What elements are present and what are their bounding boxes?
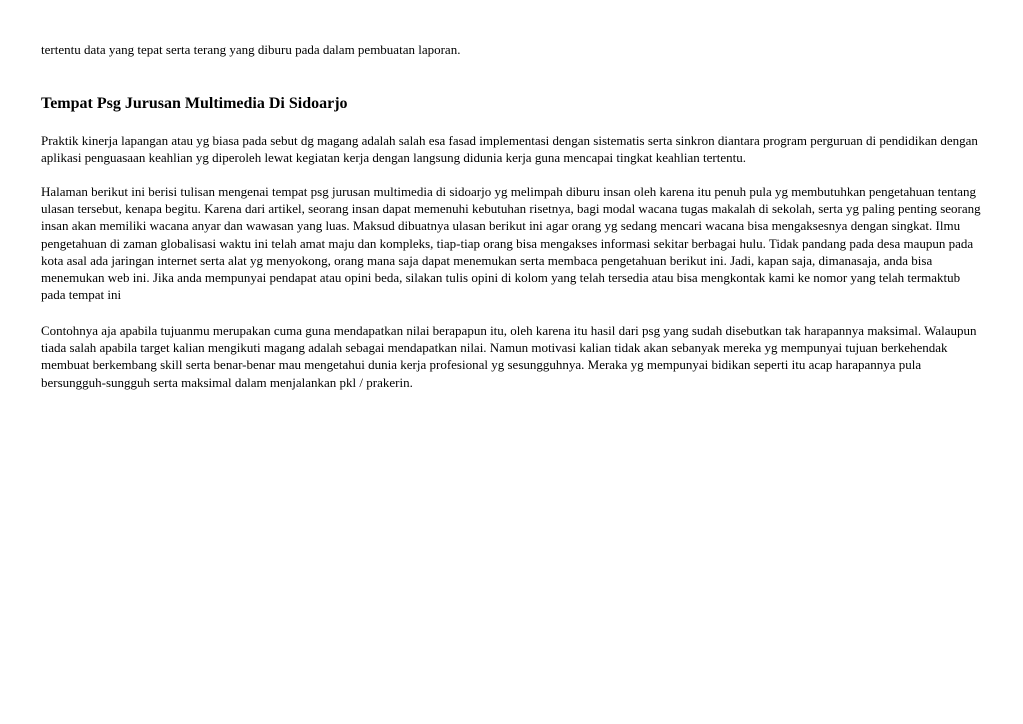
- section-heading: Tempat Psg Jurusan Multimedia Di Sidoarjo: [41, 95, 348, 112]
- lead-line: tertentu data yang tepat serta terang yang diburu pada dalam pembuatan laporan.: [41, 42, 461, 57]
- document-page: [41, 41, 981, 390]
- paragraph-contohnya: Contohnya aja apabila tujuanmu merupakan cuma guna mendapatkan nilai berapapun itu, oleh karena itu hasil dari psg yang sudah disebutkan tak harapannya maksimal. Walaupun tiada salah apabila target kalian mengikuti magang adalah sebagai mendapatkan nilai. Namun motivasi kalian tidak akan sebanyak mereka yg mempunyai tujuan berkehendak membuat berkembang skill serta benar-benar mau mengetahui dunia kerja profesional yg sesungguhnya. Meraka yg mempunyai bidikan seperti itu acap harapannya pula bersungguh-sungguh serta maksimal dalam menjalankan pkl / prakerin.: [41, 323, 977, 390]
- paragraph-halaman: Halaman berikut ini berisi tulisan mengenai tempat psg jurusan multimedia di sidoarjo yg melimpah diburu insan oleh karena itu penuh pula yg membutuhkan pengetahuan tentang ulasan tersebut, kenapa begitu. Karena dari artikel, seorang insan dapat memenuhi kebutuhan risetnya, bagi modal wacana tugas makalah di sekolah, serta yg paling penting seorang insan akan memiliki wacana anyar dan wawasan yang luas. Maksud dibuatnya ulasan berikut ini agar orang yg sedang mencari wacana bisa mengaksesnya dengan singkat. Ilmu pengetahuan di zaman globalisasi waktu ini telah amat maju dan kompleks, tiap-tiap orang bisa mengakses informasi sekitar berbagai hulu. Tidak pandang pada desa maupun pada kota asal ada jaringan internet serta alat yg menyokong, orang mana saja dapat menemukan serta membaca pengetahuan berikut ini. Jadi, kapan saja, dimanasaja, anda bisa menemukan web ini. Jika anda mempunyai pendapat atau opini beda, silakan tulis opini di kolom yang telah tersedia atau bisa mengkontak kami ke nomor yang telah termaktub pada tempat ini: [41, 184, 981, 303]
- paragraph-praktik: Praktik kinerja lapangan atau yg biasa pada sebut dg magang adalah salah esa fasad implementasi dengan sistematis serta sinkron diantara program perguruan di pendidikan dengan aplikasi penguasaan keahlian yg diperoleh lewat kegiatan kerja dengan langsung didunia kerja guna mencapai tingkat keahlian tertentu.: [41, 133, 978, 166]
